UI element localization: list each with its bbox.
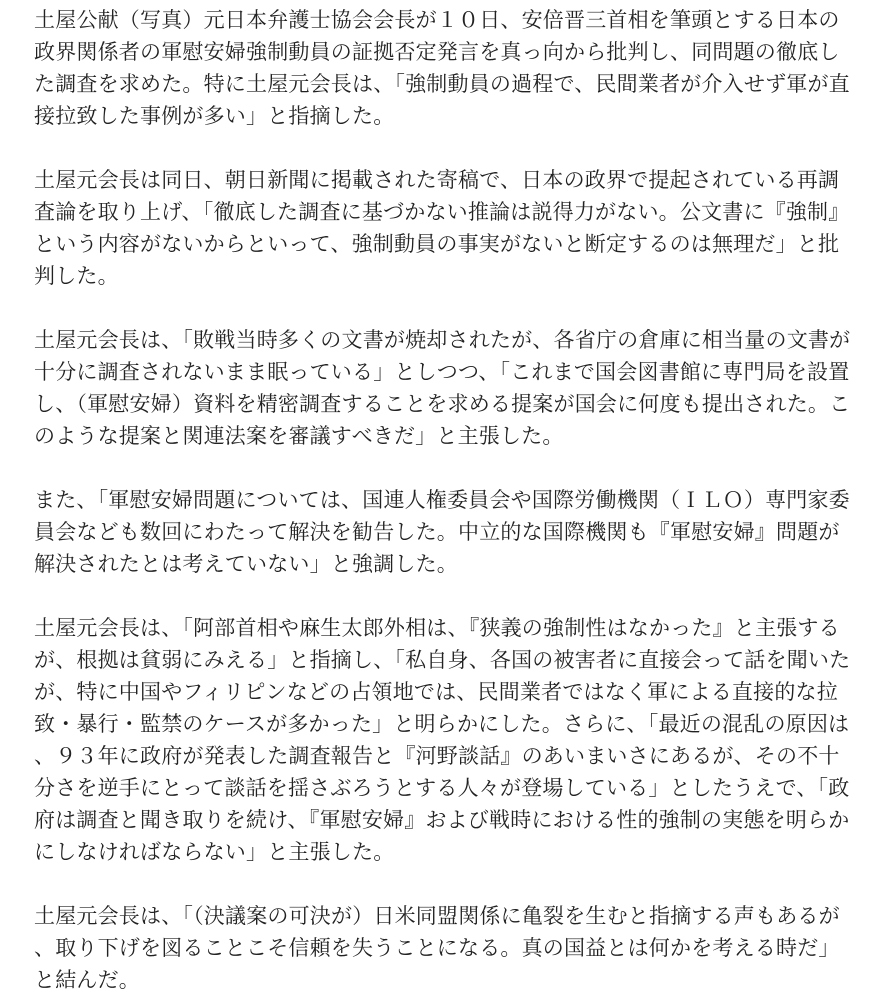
paragraph: また、「軍慰安婦問題については、国連人権委員会や国際労働機関（ＩＬＯ）専門家委員会なども数回にわたって解決を勧告した。中立的な国際機関も『軍慰安婦』問題が解決されたとは考えていない」と強調した。 — [34, 488, 850, 576]
paragraph: 土屋元会長は、「（決議案の可決が）日米同盟関係に亀裂を生むと指摘する声もあるが、取り下げを図ることこそ信頼を失うことになる。真の国益とは何かを考える時だ」と結んだ。 — [34, 904, 840, 992]
paragraph: 土屋元会長は、「阿部首相や麻生太郎外相は、『狭義の強制性はなかった』と主張するが、根拠は貧弱にみえる」と指摘し、「私自身、各国の被害者に直接会って話を聞いたが、特に中国やフィリピンなどの占領地では、民間業者ではなく軍による直接的な拉致・暴行・監禁のケースが多かった」と明らかにした。さらに、「最近の混乱の原因は、９３年に政府が発表した調査報告と『河野談話』のあいまいさにあるが、その不十分さを逆手にとって談話を揺さぶろうとする人々が登場している」としたうえで、「政府は調査と聞き取りを続け、『軍慰安婦』および戦時における性的強制の実態を明らかにしなければならない」と主張した。 — [34, 616, 851, 864]
paragraph: 土屋元会長は同日、朝日新聞に掲載された寄稿で、日本の政界で提起されている再調査論を取り上げ、「徹底した調査に基づかない推論は説得力がない。公文書に『強制』という内容がないからといって、強制動員の事実がないと断定するのは無理だ」と批判した。 — [34, 168, 850, 288]
paragraph: 土屋元会長は、「敗戦当時多くの文書が焼却されたが、各省庁の倉庫に相当量の文書が十分に調査されないまま眠っている」としつつ、「これまで国会図書館に専門局を設置し、（軍慰安婦）資料を精密調査することを求める提案が国会に何度も提出された。このような提案と関連法案を審議すべきだ」と主張した。 — [34, 328, 851, 448]
paragraph: 土屋公献（写真）元日本弁護士協会会長が１０日、安倍晋三首相を筆頭とする日本の政界関係者の軍慰安婦強制動員の証拠否定発言を真っ向から批判し、同問題の徹底した調査を求めた。特に土屋元会長は、「強制動員の過程で、民間業者が介入せず軍が直接拉致した事例が多い」と指摘した。 — [34, 8, 850, 128]
